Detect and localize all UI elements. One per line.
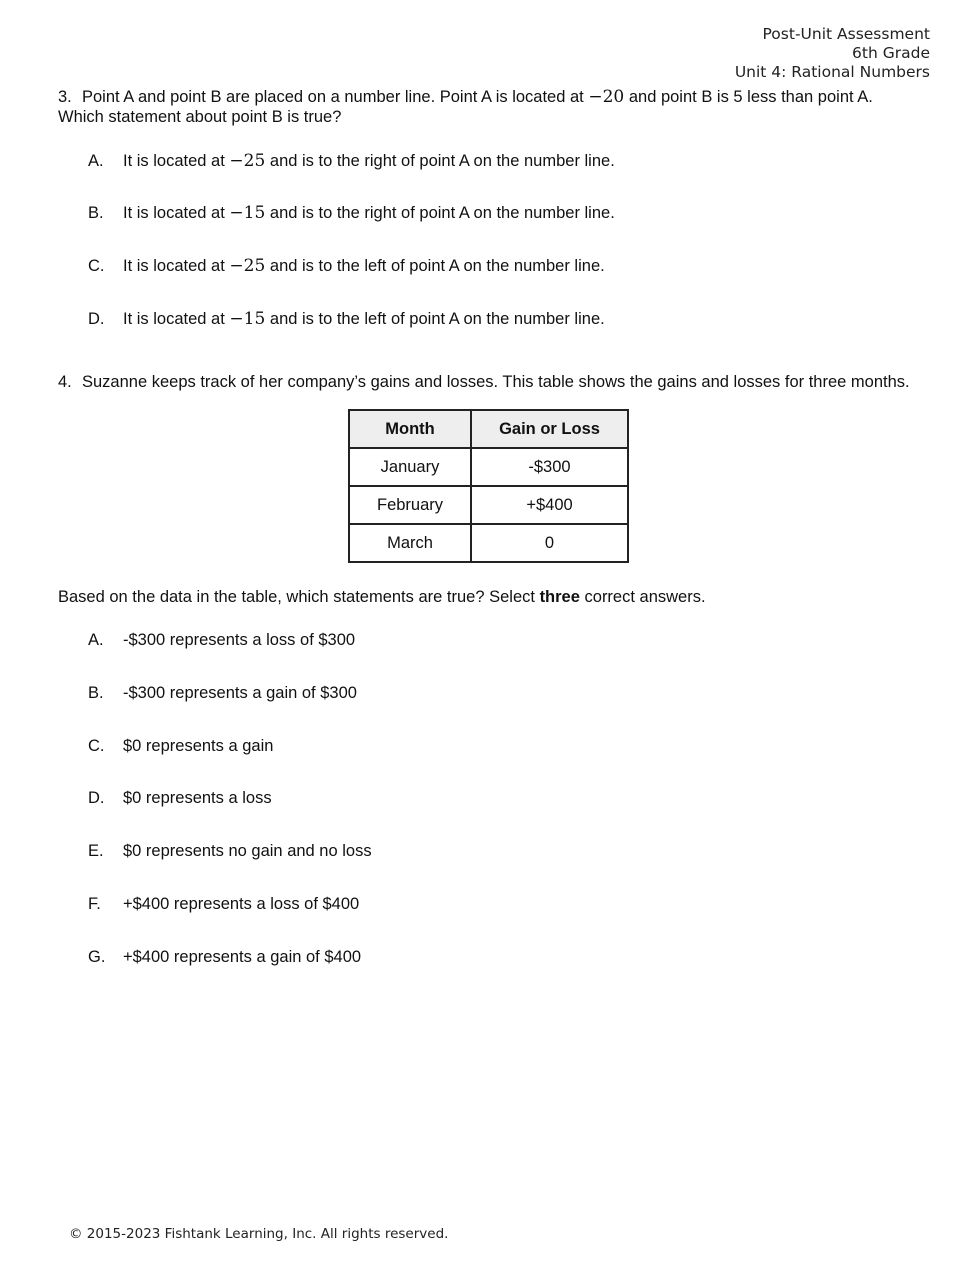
question-text: Point A and point B are placed on a number line. Point A is located at bbox=[82, 88, 584, 106]
option-text: $0 represents a gain bbox=[123, 737, 274, 755]
option-letter: C. bbox=[88, 737, 105, 755]
page-header bbox=[735, 25, 930, 82]
table-header-row bbox=[349, 410, 628, 448]
option-text: It is located at bbox=[123, 152, 225, 170]
option-letter: B. bbox=[88, 684, 104, 702]
copyright-footer: © 2015-2023 Fishtank Learning, Inc. All rights reserved. bbox=[69, 1226, 449, 1242]
option-letter: A. bbox=[88, 631, 104, 649]
option-text: -$300 represents a loss of $300 bbox=[123, 631, 356, 649]
option-text: +$400 represents a gain of $400 bbox=[123, 948, 362, 966]
column-header-month: Month bbox=[349, 410, 471, 448]
question-number: 3. bbox=[58, 88, 72, 106]
option-letter: B. bbox=[88, 204, 104, 222]
option-letter: G. bbox=[88, 948, 106, 966]
q4-option-a[interactable] bbox=[88, 630, 355, 650]
table-row bbox=[349, 448, 628, 486]
option-text: and is to the right of point A on the number line. bbox=[269, 204, 615, 222]
table-cell-month: February bbox=[349, 486, 471, 524]
option-text: $0 represents no gain and no loss bbox=[123, 842, 372, 860]
q4-option-b[interactable] bbox=[88, 683, 357, 703]
question-3 bbox=[58, 87, 928, 127]
question-4 bbox=[58, 372, 928, 392]
table-cell-month: January bbox=[349, 448, 471, 486]
column-header-gain-or-loss: Gain or Loss bbox=[471, 410, 628, 448]
option-text: and is to the left of point A on the number line. bbox=[269, 257, 605, 275]
table-cell-value: 0 bbox=[471, 524, 628, 562]
question-text: Suzanne keeps track of her company’s gains and losses. This table shows the gains and losses for three months. bbox=[82, 373, 910, 391]
option-text: $0 represents a loss bbox=[123, 789, 272, 807]
math-value: −15 bbox=[229, 309, 266, 329]
option-text: It is located at bbox=[123, 257, 225, 275]
q3-option-d[interactable] bbox=[88, 309, 605, 329]
math-value: −15 bbox=[229, 203, 266, 223]
prompt-text: correct answers. bbox=[584, 588, 706, 606]
q4-option-f[interactable] bbox=[88, 894, 359, 914]
option-text: and is to the right of point A on the number line. bbox=[269, 152, 615, 170]
q3-option-c[interactable] bbox=[88, 256, 605, 276]
math-value: −25 bbox=[229, 151, 266, 171]
option-text: +$400 represents a loss of $400 bbox=[123, 895, 360, 913]
math-value: −25 bbox=[229, 256, 266, 276]
q4-option-c[interactable] bbox=[88, 736, 273, 756]
prompt-text: Based on the data in the table, which statements are true? Select bbox=[58, 588, 535, 606]
q3-option-a[interactable] bbox=[88, 151, 615, 171]
option-letter: D. bbox=[88, 310, 105, 328]
question-text: and point B is 5 less than point A. bbox=[628, 88, 873, 106]
unit-label: Unit 4: Rational Numbers bbox=[734, 63, 930, 81]
option-letter: A. bbox=[88, 152, 104, 170]
table-row bbox=[349, 486, 628, 524]
table-cell-value: -$300 bbox=[471, 448, 628, 486]
math-value: −20 bbox=[588, 87, 625, 107]
prompt-emphasis: three bbox=[539, 588, 580, 606]
option-letter: D. bbox=[88, 789, 105, 807]
q4-option-e[interactable] bbox=[88, 841, 372, 861]
assessment-title: Post-Unit Assessment bbox=[762, 25, 930, 43]
question-number: 4. bbox=[58, 373, 72, 391]
question-text: Which statement about point B is true? bbox=[58, 108, 342, 126]
option-text: It is located at bbox=[123, 204, 225, 222]
grade-label: 6th Grade bbox=[852, 44, 930, 62]
option-letter: F. bbox=[88, 895, 101, 913]
table-cell-month: March bbox=[349, 524, 471, 562]
option-letter: E. bbox=[88, 842, 104, 860]
option-letter: C. bbox=[88, 257, 105, 275]
q4-option-g[interactable] bbox=[88, 947, 361, 967]
option-text: -$300 represents a gain of $300 bbox=[123, 684, 357, 702]
gain-loss-table bbox=[348, 409, 629, 563]
q3-option-b[interactable] bbox=[88, 203, 615, 223]
table-row bbox=[349, 524, 628, 562]
question-4-prompt bbox=[58, 587, 928, 607]
option-text: It is located at bbox=[123, 310, 225, 328]
table-cell-value: +$400 bbox=[471, 486, 628, 524]
option-text: and is to the left of point A on the number line. bbox=[269, 310, 605, 328]
q4-option-d[interactable] bbox=[88, 788, 272, 808]
